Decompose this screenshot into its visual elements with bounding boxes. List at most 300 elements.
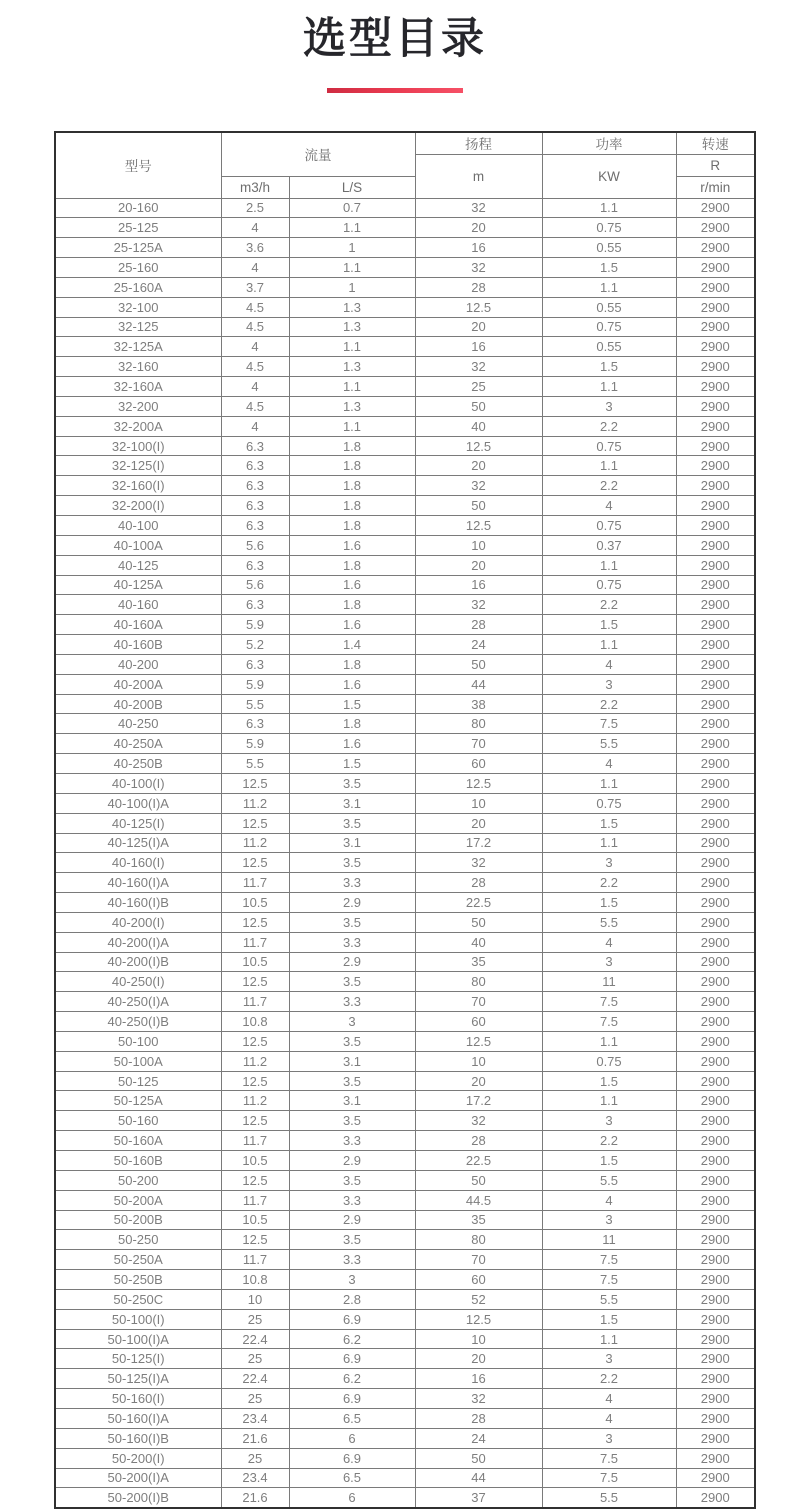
table-cell: 2900 [676, 1488, 755, 1508]
table-row [55, 1031, 755, 1051]
table-cell: 5.6 [221, 575, 289, 595]
table-cell: 70 [415, 992, 542, 1012]
table-row [55, 1210, 755, 1230]
table-row [55, 714, 755, 734]
table-cell: 50-250C [55, 1289, 221, 1309]
table-body [55, 198, 755, 1508]
table-cell: 2900 [676, 357, 755, 377]
table-cell: 1.8 [289, 654, 415, 674]
table-cell: 0.75 [542, 1051, 676, 1071]
table-cell: 10.8 [221, 1012, 289, 1032]
table-cell: 1.1 [289, 337, 415, 357]
table-cell: 4.5 [221, 357, 289, 377]
table-cell: 3.1 [289, 833, 415, 853]
table-row [55, 1151, 755, 1171]
table-cell: 10 [415, 1051, 542, 1071]
table-cell: 25-160 [55, 258, 221, 278]
table-cell: 50-250B [55, 1270, 221, 1290]
table-row [55, 1309, 755, 1329]
table-cell: 6.3 [221, 595, 289, 615]
table-cell: 25 [221, 1389, 289, 1409]
table-cell: 50 [415, 1448, 542, 1468]
table-cell: 10 [415, 793, 542, 813]
table-cell: 2900 [676, 198, 755, 218]
table-cell: 1.1 [542, 773, 676, 793]
table-row [55, 297, 755, 317]
table-cell: 2900 [676, 476, 755, 496]
table-cell: 50-200(I)A [55, 1468, 221, 1488]
table-cell: 20 [415, 317, 542, 337]
table-cell: 10.5 [221, 1210, 289, 1230]
table-cell: 28 [415, 1408, 542, 1428]
table-cell: 1.8 [289, 595, 415, 615]
header-row-1 [55, 132, 755, 154]
table-cell: 1.6 [289, 674, 415, 694]
table-cell: 3 [542, 952, 676, 972]
table-cell: 16 [415, 1369, 542, 1389]
table-cell: 20 [415, 813, 542, 833]
table-cell: 12.5 [221, 1071, 289, 1091]
table-cell: 0.75 [542, 218, 676, 238]
table-row [55, 575, 755, 595]
table-cell: 50 [415, 1170, 542, 1190]
table-row [55, 416, 755, 436]
table-cell: 24 [415, 1428, 542, 1448]
table-row [55, 1230, 755, 1250]
table-cell: 3 [542, 1349, 676, 1369]
table-cell: 10 [415, 535, 542, 555]
table-cell: 60 [415, 754, 542, 774]
table-cell: 40-100(I) [55, 773, 221, 793]
table-cell: 2900 [676, 1190, 755, 1210]
table-cell: 2900 [676, 396, 755, 416]
table-cell: 2900 [676, 853, 755, 873]
table-row [55, 873, 755, 893]
table-cell: 6.9 [289, 1309, 415, 1329]
table-cell: 3.3 [289, 932, 415, 952]
table-cell: 6.9 [289, 1448, 415, 1468]
table-cell: 21.6 [221, 1428, 289, 1448]
table-row [55, 1349, 755, 1369]
table-row [55, 615, 755, 635]
table-cell: 3.6 [221, 238, 289, 258]
table-cell: 1.5 [542, 258, 676, 278]
table-cell: 40-200(I)B [55, 952, 221, 972]
col-header-power: 功率 [542, 132, 676, 154]
table-cell: 2900 [676, 932, 755, 952]
table-cell: 40-125A [55, 575, 221, 595]
table-cell: 32-100(I) [55, 436, 221, 456]
table-cell: 4 [542, 496, 676, 516]
table-cell: 7.5 [542, 1012, 676, 1032]
table-row [55, 377, 755, 397]
table-cell: 12.5 [415, 1309, 542, 1329]
table-cell: 11.2 [221, 1091, 289, 1111]
table-cell: 32-160A [55, 377, 221, 397]
table-cell: 2900 [676, 833, 755, 853]
table-cell: 3 [542, 1428, 676, 1448]
table-row [55, 1408, 755, 1428]
table-row [55, 357, 755, 377]
table-cell: 10.5 [221, 952, 289, 972]
table-cell: 1.3 [289, 297, 415, 317]
table-cell: 12.5 [221, 1170, 289, 1190]
table-cell: 7.5 [542, 1468, 676, 1488]
table-cell: 4 [542, 1389, 676, 1409]
table-cell: 25 [221, 1448, 289, 1468]
table-cell: 1.6 [289, 734, 415, 754]
table-cell: 32 [415, 476, 542, 496]
table-cell: 2900 [676, 1289, 755, 1309]
table-cell: 3.3 [289, 1131, 415, 1151]
table-cell: 50-200 [55, 1170, 221, 1190]
table-cell: 1.1 [542, 198, 676, 218]
table-cell: 10.5 [221, 893, 289, 913]
col-header-speed-unit-r: R [676, 154, 755, 176]
table-cell: 2.9 [289, 952, 415, 972]
table-cell: 6.5 [289, 1468, 415, 1488]
table-cell: 3 [542, 1210, 676, 1230]
table-cell: 32-200(I) [55, 496, 221, 516]
table-cell: 11.7 [221, 932, 289, 952]
table-cell: 11.7 [221, 1190, 289, 1210]
table-cell: 20 [415, 456, 542, 476]
table-cell: 16 [415, 337, 542, 357]
table-cell: 50-125A [55, 1091, 221, 1111]
table-cell: 2900 [676, 1428, 755, 1448]
table-cell: 1.6 [289, 535, 415, 555]
table-cell: 5.5 [542, 1488, 676, 1508]
table-row [55, 1071, 755, 1091]
table-cell: 2900 [676, 436, 755, 456]
table-cell: 1.8 [289, 516, 415, 536]
table-cell: 3.7 [221, 277, 289, 297]
table-cell: 2900 [676, 456, 755, 476]
table-cell: 6.3 [221, 436, 289, 456]
table-cell: 1.5 [289, 754, 415, 774]
table-row [55, 1369, 755, 1389]
table-cell: 1.5 [542, 357, 676, 377]
table-cell: 2.5 [221, 198, 289, 218]
table-cell: 12.5 [221, 1111, 289, 1131]
table-header [55, 132, 755, 198]
table-cell: 2900 [676, 734, 755, 754]
col-header-head-unit: m [415, 154, 542, 198]
table-row [55, 516, 755, 536]
table-cell: 2900 [676, 575, 755, 595]
table-cell: 5.9 [221, 674, 289, 694]
table-row [55, 952, 755, 972]
table-cell: 3.1 [289, 1091, 415, 1111]
table-cell: 2.9 [289, 893, 415, 913]
table-cell: 2900 [676, 952, 755, 972]
table-cell: 1.1 [289, 218, 415, 238]
table-cell: 2900 [676, 1111, 755, 1131]
table-cell: 6.3 [221, 516, 289, 536]
table-row [55, 813, 755, 833]
table-cell: 2900 [676, 258, 755, 278]
table-cell: 25 [221, 1349, 289, 1369]
table-cell: 32 [415, 357, 542, 377]
table-cell: 1 [289, 277, 415, 297]
table-cell: 1.1 [542, 635, 676, 655]
table-cell: 5.5 [221, 754, 289, 774]
table-cell: 28 [415, 873, 542, 893]
table-cell: 32-100 [55, 297, 221, 317]
table-cell: 40-160 [55, 595, 221, 615]
table-cell: 4 [221, 337, 289, 357]
table-row [55, 1131, 755, 1151]
table-cell: 23.4 [221, 1468, 289, 1488]
table-cell: 40-200 [55, 654, 221, 674]
table-cell: 44 [415, 674, 542, 694]
table-cell: 1.5 [542, 1309, 676, 1329]
table-cell: 2900 [676, 1468, 755, 1488]
table-cell: 2.2 [542, 595, 676, 615]
table-cell: 2900 [676, 555, 755, 575]
table-cell: 5.5 [542, 1289, 676, 1309]
table-row [55, 1170, 755, 1190]
table-cell: 50-160(I)A [55, 1408, 221, 1428]
table-cell: 2.2 [542, 416, 676, 436]
table-cell: 2900 [676, 1210, 755, 1230]
table-cell: 6 [289, 1428, 415, 1448]
table-cell: 0.7 [289, 198, 415, 218]
table-cell: 50-100 [55, 1031, 221, 1051]
table-cell: 4 [221, 416, 289, 436]
table-cell: 12.5 [415, 516, 542, 536]
table-cell: 60 [415, 1270, 542, 1290]
table-row [55, 277, 755, 297]
table-cell: 7.5 [542, 714, 676, 734]
table-row [55, 793, 755, 813]
table-cell: 37 [415, 1488, 542, 1508]
table-cell: 5.5 [542, 1170, 676, 1190]
table-cell: 3.5 [289, 1071, 415, 1091]
table-row [55, 833, 755, 853]
table-cell: 0.55 [542, 297, 676, 317]
table-cell: 12.5 [221, 1230, 289, 1250]
table-cell: 40-200B [55, 694, 221, 714]
table-cell: 4.5 [221, 396, 289, 416]
table-row [55, 674, 755, 694]
table-cell: 2.9 [289, 1210, 415, 1230]
table-cell: 50-125 [55, 1071, 221, 1091]
table-cell: 3 [289, 1270, 415, 1290]
table-cell: 2900 [676, 873, 755, 893]
table-row [55, 1012, 755, 1032]
table-cell: 11 [542, 972, 676, 992]
table-cell: 50-200A [55, 1190, 221, 1210]
table-row [55, 436, 755, 456]
table-cell: 6.9 [289, 1389, 415, 1409]
table-cell: 50 [415, 912, 542, 932]
table-cell: 11.7 [221, 1131, 289, 1151]
table-cell: 11.2 [221, 793, 289, 813]
table-cell: 2.9 [289, 1151, 415, 1171]
table-cell: 1.1 [289, 377, 415, 397]
table-cell: 22.5 [415, 1151, 542, 1171]
table-cell: 32-125A [55, 337, 221, 357]
table-cell: 40-100 [55, 516, 221, 536]
table-cell: 2900 [676, 1369, 755, 1389]
table-cell: 6.3 [221, 714, 289, 734]
table-cell: 70 [415, 734, 542, 754]
table-cell: 2.2 [542, 1131, 676, 1151]
table-cell: 7.5 [542, 1250, 676, 1270]
table-row [55, 654, 755, 674]
table-cell: 50-200(I) [55, 1448, 221, 1468]
table-cell: 50-200(I)B [55, 1488, 221, 1508]
table-cell: 2900 [676, 992, 755, 1012]
table-cell: 38 [415, 694, 542, 714]
table-cell: 40-160(I)B [55, 893, 221, 913]
table-cell: 3.3 [289, 1250, 415, 1270]
table-cell: 11 [542, 1230, 676, 1250]
table-cell: 4 [221, 377, 289, 397]
table-cell: 6.3 [221, 456, 289, 476]
col-header-speed-unit-rmin: r/min [676, 176, 755, 198]
table-cell: 44 [415, 1468, 542, 1488]
table-cell: 2900 [676, 893, 755, 913]
table-cell: 5.5 [542, 912, 676, 932]
table-cell: 50-250A [55, 1250, 221, 1270]
selection-table [54, 131, 756, 1509]
table-cell: 5.9 [221, 734, 289, 754]
table-cell: 1.5 [542, 1151, 676, 1171]
table-cell: 3.3 [289, 873, 415, 893]
table-row [55, 337, 755, 357]
table-cell: 40-250(I)B [55, 1012, 221, 1032]
table-cell: 50-125(I) [55, 1349, 221, 1369]
table-cell: 3.5 [289, 1031, 415, 1051]
table-row [55, 198, 755, 218]
table-cell: 2900 [676, 516, 755, 536]
table-cell: 40-250(I)A [55, 992, 221, 1012]
page-title: 选型目录 [303, 15, 487, 63]
table-cell: 40-160A [55, 615, 221, 635]
table-cell: 11.7 [221, 873, 289, 893]
table-cell: 1.8 [289, 496, 415, 516]
table-cell: 1.5 [542, 893, 676, 913]
table-cell: 12.5 [221, 773, 289, 793]
table-cell: 16 [415, 238, 542, 258]
table-cell: 6.3 [221, 476, 289, 496]
table-cell: 1.1 [542, 555, 676, 575]
table-cell: 22.4 [221, 1329, 289, 1349]
table-cell: 22.5 [415, 893, 542, 913]
table-cell: 40-125(I) [55, 813, 221, 833]
table-cell: 50-250 [55, 1230, 221, 1250]
col-header-head: 扬程 [415, 132, 542, 154]
table-row [55, 635, 755, 655]
table-cell: 1.3 [289, 396, 415, 416]
table-row [55, 1250, 755, 1270]
table-cell: 6.5 [289, 1408, 415, 1428]
table-cell: 10 [221, 1289, 289, 1309]
table-cell: 2900 [676, 1349, 755, 1369]
table-cell: 0.75 [542, 793, 676, 813]
table-cell: 1.1 [542, 456, 676, 476]
table-cell: 3 [289, 1012, 415, 1032]
table-cell: 1.8 [289, 714, 415, 734]
table-cell: 32-200A [55, 416, 221, 436]
table-cell: 1.1 [542, 377, 676, 397]
table-cell: 22.4 [221, 1369, 289, 1389]
table-cell: 2900 [676, 635, 755, 655]
table-cell: 2900 [676, 1389, 755, 1409]
table-cell: 1.1 [542, 277, 676, 297]
table-row [55, 1289, 755, 1309]
table-cell: 2900 [676, 813, 755, 833]
table-cell: 32 [415, 595, 542, 615]
table-cell: 1.1 [289, 258, 415, 278]
table-row [55, 555, 755, 575]
table-cell: 4 [542, 1408, 676, 1428]
table-cell: 35 [415, 1210, 542, 1230]
table-cell: 0.55 [542, 238, 676, 258]
table-cell: 80 [415, 714, 542, 734]
table-cell: 40-200(I)A [55, 932, 221, 952]
table-cell: 35 [415, 952, 542, 972]
table-cell: 40-160(I) [55, 853, 221, 873]
table-row [55, 258, 755, 278]
table-cell: 3 [542, 1111, 676, 1131]
table-cell: 3.5 [289, 853, 415, 873]
table-cell: 3.1 [289, 1051, 415, 1071]
table-cell: 25-125A [55, 238, 221, 258]
table-row [55, 317, 755, 337]
table-row [55, 1051, 755, 1071]
table-cell: 50-160 [55, 1111, 221, 1131]
table-row [55, 932, 755, 952]
table-cell: 50 [415, 654, 542, 674]
table-cell: 1.1 [542, 1091, 676, 1111]
table-cell: 2900 [676, 754, 755, 774]
table-cell: 12.5 [221, 853, 289, 873]
table-cell: 1.3 [289, 317, 415, 337]
table-cell: 1.1 [542, 833, 676, 853]
table-cell: 2900 [676, 496, 755, 516]
table-row [55, 218, 755, 238]
table-cell: 40-250A [55, 734, 221, 754]
table-cell: 11.2 [221, 1051, 289, 1071]
table-cell: 40 [415, 416, 542, 436]
table-cell: 2900 [676, 1250, 755, 1270]
table-row [55, 238, 755, 258]
table-cell: 17.2 [415, 833, 542, 853]
table-cell: 2900 [676, 1031, 755, 1051]
table-cell: 5.6 [221, 535, 289, 555]
table-cell: 2900 [676, 1051, 755, 1071]
table-cell: 2900 [676, 773, 755, 793]
table-cell: 21.6 [221, 1488, 289, 1508]
table-cell: 4 [542, 654, 676, 674]
table-cell: 50-160(I)B [55, 1428, 221, 1448]
table-cell: 1.1 [542, 1329, 676, 1349]
table-cell: 1.5 [542, 813, 676, 833]
table-row [55, 912, 755, 932]
table-cell: 12.5 [221, 813, 289, 833]
table-cell: 40-250 [55, 714, 221, 734]
table-row [55, 694, 755, 714]
table-cell: 50-100A [55, 1051, 221, 1071]
table-cell: 3.1 [289, 793, 415, 813]
table-cell: 12.5 [415, 297, 542, 317]
table-row [55, 1389, 755, 1409]
table-cell: 2.2 [542, 873, 676, 893]
table-row [55, 1448, 755, 1468]
